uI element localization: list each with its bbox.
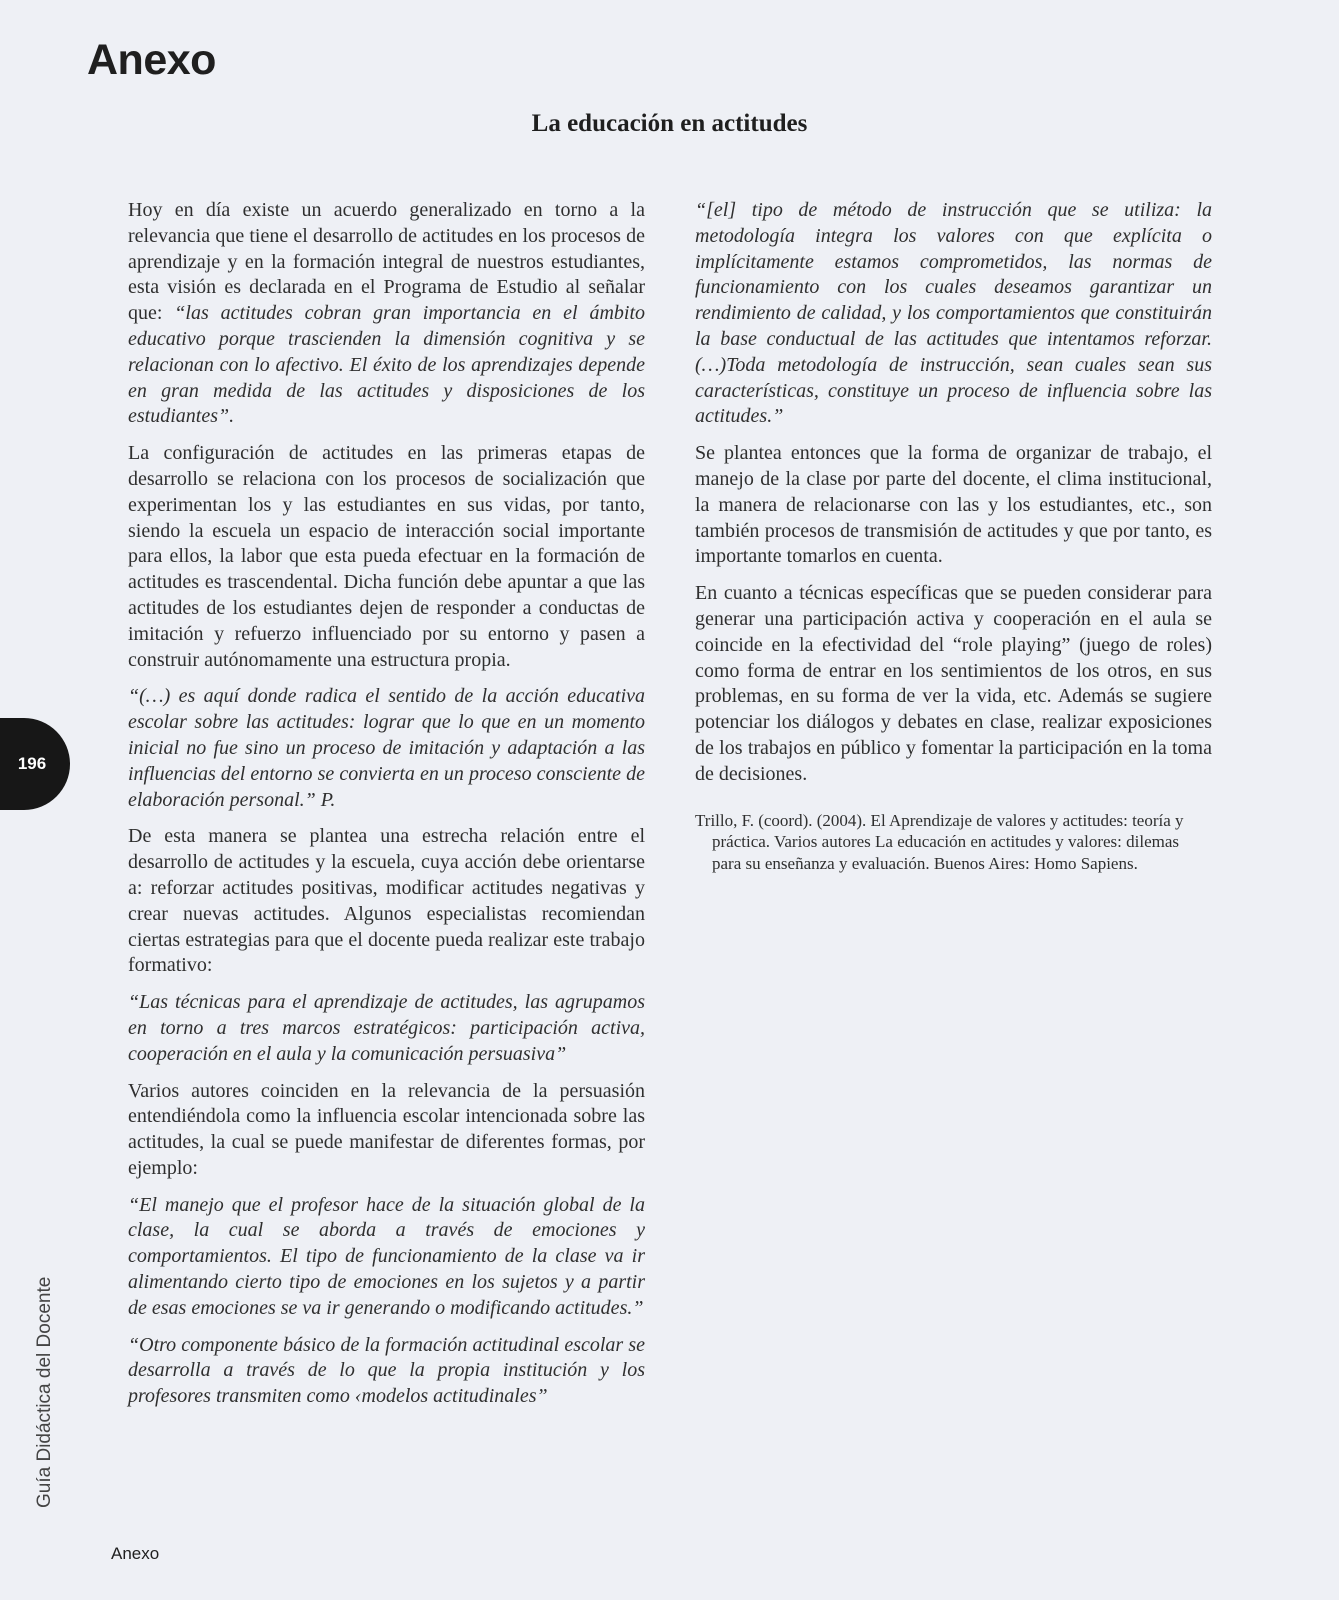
section-title: La educación en actitudes [531, 110, 808, 137]
page-number: 196 [17, 754, 47, 773]
persuasion-paragraph: Varios autores coinciden en la relevancia de la persuasión entendiéndola como la influencia escolar intencionada sobre las actitudes, la cual se puede manifestar de diferentes formas, por ejemplo: [128, 1079, 645, 1179]
techniques-paragraph: En cuanto a técnicas específicas que se pueden considerar para generar una participación activa y cooperación en el aula se coincide en la efectividad del “role playing” (juego de roles) como forma de entrar en los sentimientos de los otros, en sus problemas, en su forma de ver la vida, etc. Además se sugiere potenciar los diálogos y debates en clase, realizar exposiciones de los trabajos en público y fomentar la participación en la toma de decisiones. [695, 582, 1212, 785]
footer-section-label: Anexo [111, 1544, 160, 1563]
relationship-paragraph: De esta manera se plantea una estrecha relación entre el desarrollo de actitudes y la escuela, cuya acción debe orientarse a: reforzar actitudes positivas, modificar actitudes negativas y crear nuevas actitudes. Algunos especialistas recomiendan ciertas estrategias para que el docente pueda realizar este trabajo formativo: [128, 825, 645, 977]
left-column [128, 198, 645, 1421]
page-heading: Anexo [87, 36, 216, 84]
quote-techniques: “Las técnicas para el aprendizaje de actitudes, las agrupamos en torno a tres marcos estratégicos: participación activa, cooperación en el aula y la comunicación persuasiva” [128, 991, 645, 1065]
socialization-paragraph: La configuración de actitudes en las primeras etapas de desarrollo se relaciona con los procesos de socialización que experimentan los y las estudiantes en sus vidas, por tanto, siendo la escuela un espacio de interacción social importante para ellos, la labor que esta pueda efectuar en la formación de actitudes es trascendental. Dicha función debe apuntar a que las actitudes de los estudiantes dejen de responder a conductas de imitación y refuerzo influenciado por su entorno y pasen a construir autónomamente una estructura propia. [128, 442, 645, 671]
page-number-tab [0, 718, 70, 810]
guide-side-label: Guía Didáctica del Docente [34, 1276, 55, 1508]
right-column [695, 198, 1212, 885]
intro-text: Hoy en día existe un acuerdo generalizado en torno a la relevancia que tiene el desarrollo de actitudes en los procesos de aprendizaje y en la formación integral de nuestros estudiantes, esta visión es declarada en el Programa de Estudio al señalar que: [128, 199, 645, 325]
intro-paragraph [128, 198, 645, 430]
bibliographic-reference: Trillo, F. (coord). (2004). El Aprendizaje de valores y actitudes: teoría y práctica. Varios autores La educación en actitudes y valores: dilemas para su enseñanza y evaluación. Buenos Aires: Homo Sapiens. [695, 810, 1184, 873]
organization-paragraph: Se plantea entonces que la forma de organizar de trabajo, el manejo de la clase por parte del docente, el clima institucional, la manera de relacionarse con las y los estudiantes, etc., son también procesos de transmisión de actitudes y que por tanto, es importante tomarlos en cuenta. [695, 442, 1212, 568]
quote-class-management: “El manejo que el profesor hace de la situación global de la clase, la cual se aborda a través de emociones y comportamientos. El tipo de funcionamiento de la clase va ir alimentando cierto tipo de emociones en los sujetos y a partir de esas emociones se va ir generando o modificando actitudes.” [128, 1193, 645, 1319]
quote-instruction-method: “[el] tipo de método de instrucción que se utiliza: la metodología integra los valores con que explícita o implícitamente estamos comprometidos, las normas de funcionamiento con los cuales deseamos garantizar un rendimiento de calidad, y los comportamientos que constituirán la base conductual de las actitudes que intentamos reforzar. (…)Toda metodología de instrucción, sean cuales sean sus características, constituye un proceso de influencia sobre las actitudes.” [695, 199, 1212, 428]
intro-quote: “las actitudes cobran gran importancia en el ámbito educativo porque trascienden la dimensión cognitiva y se relacionan con lo afectivo. El éxito de los aprendizajes depende en gran medida de las actitudes y disposiciones de los estudiantes”. [128, 302, 645, 428]
quote-attitudinal-models: “Otro componente básico de la formación actitudinal escolar se desarrolla a través de lo que la propia institución y los profesores transmiten como ‹modelos actitudinales” [128, 1333, 645, 1408]
quote-educational-action: “(…) es aquí donde radica el sentido de la acción educativa escolar sobre las actitudes: lograr que lo que en un momento inicial no fue sino un proceso de imitación y adaptación a las influencias del entorno se convierta en un proceso consciente de elaboración personal.” P. [128, 685, 645, 811]
